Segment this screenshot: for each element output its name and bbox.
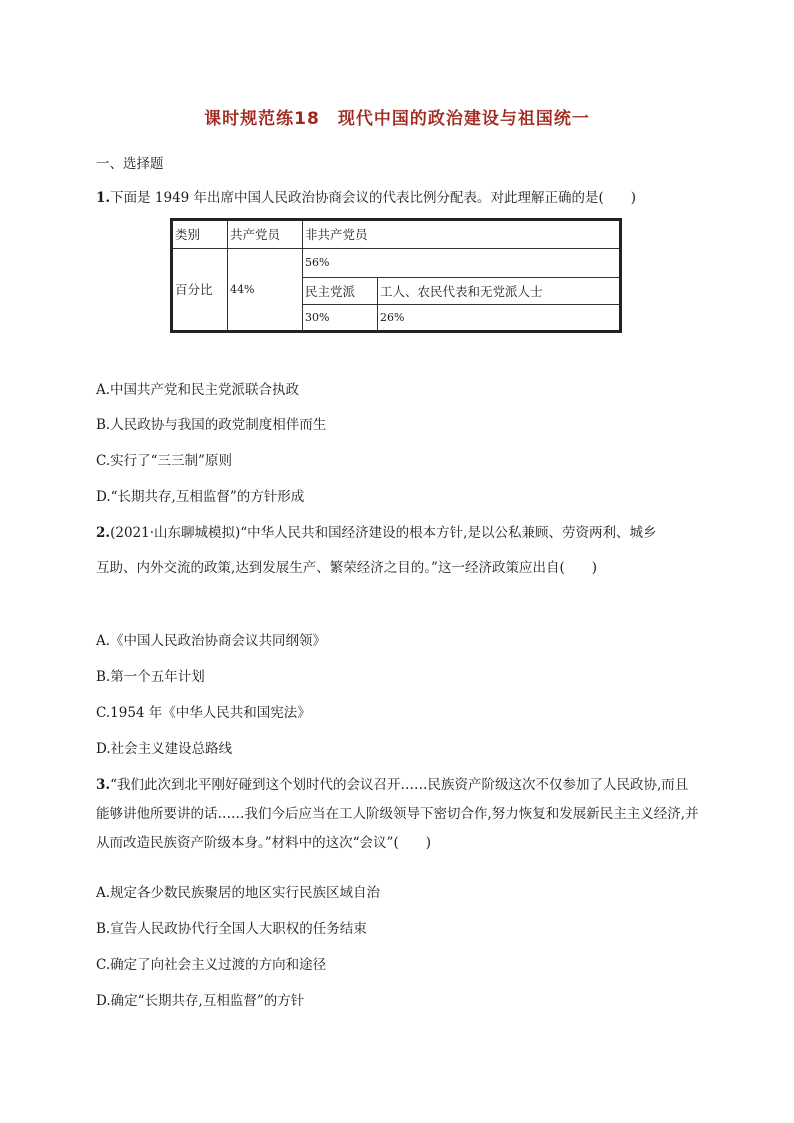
question-2-line-1 [96, 522, 656, 544]
non-cpc-percentage: 56% [303, 248, 621, 277]
header-cpc: 共产党员 [228, 220, 303, 249]
workers-peasants-percentage: 26% [378, 305, 621, 332]
democratic-parties-percentage: 30% [303, 305, 378, 332]
question-1-option-c: C.实行了“三三制”原则 [96, 453, 232, 469]
question-3-option-b: B.宣告人民政协代行全国人大职权的任务结束 [96, 921, 367, 937]
question-1-number: 1. [96, 190, 111, 206]
row-label-percentage: 百分比 [172, 248, 228, 331]
header-category: 类别 [172, 220, 228, 249]
question-1-option-a: A.中国共产党和民主党派联合执政 [96, 382, 300, 398]
subheader-democratic-parties: 民主党派 [303, 277, 378, 305]
question-2-option-d: D.社会主义建设总路线 [96, 741, 233, 757]
question-2-option-c: C.1954 年《中华人民共和国宪法》 [96, 705, 311, 721]
question-2-option-b: B.第一个五年计划 [96, 669, 205, 685]
subheader-workers-peasants: 工人、农民代表和无党派人士 [378, 277, 621, 305]
representation-table [170, 218, 622, 333]
header-non-cpc: 非共产党员 [303, 220, 621, 249]
question-2-text: (2021·山东聊城模拟)“中华人民共和国经济建设的根本方针,是以公私兼顾、劳资两利、城乡 [110, 525, 657, 541]
question-1-option-d: D.“长期共存,互相监督”的方针形成 [96, 489, 305, 505]
question-1-option-b: B.人民政协与我国的政党制度相伴而生 [96, 417, 327, 433]
section-heading: 一、选择题 [96, 156, 164, 172]
question-3-text: “我们此次到北平刚好碰到这个划时代的会议召开……民族资产阶级这次不仅参加了人民政协,而且能够讲他所要讲的话……我们今后应当在工人阶级领导下密切合作,努力恢复和发展新民主主义经济,并从而改造民族资产阶级本身。”材料中的这次“会议”( ) [96, 777, 699, 851]
cpc-percentage: 44% [228, 248, 303, 331]
question-3-number: 3. [96, 777, 111, 793]
question-3-stem [96, 771, 700, 858]
question-1-text: 下面是 1949 年出席中国人民政治协商会议的代表比例分配表。对此理解正确的是( ) [110, 190, 637, 206]
question-3-option-c: C.确定了向社会主义过渡的方向和途径 [96, 957, 327, 973]
question-2-option-a: A.《中国人民政治协商会议共同纲领》 [96, 633, 327, 649]
question-2-number: 2. [96, 525, 111, 541]
page-title: 课时规范练18 现代中国的政治建设与祖国统一 [204, 109, 590, 129]
question-3-option-a: A.规定各少数民族聚居的地区实行民族区域自治 [96, 885, 381, 901]
question-3-option-d: D.确定“长期共存,互相监督”的方针 [96, 993, 305, 1009]
question-2-line-2: 互助、内外交流的政策,达到发展生产、繁荣经济之目的。”这一经济政策应出自( ) [96, 560, 597, 576]
question-1-stem [96, 187, 636, 209]
